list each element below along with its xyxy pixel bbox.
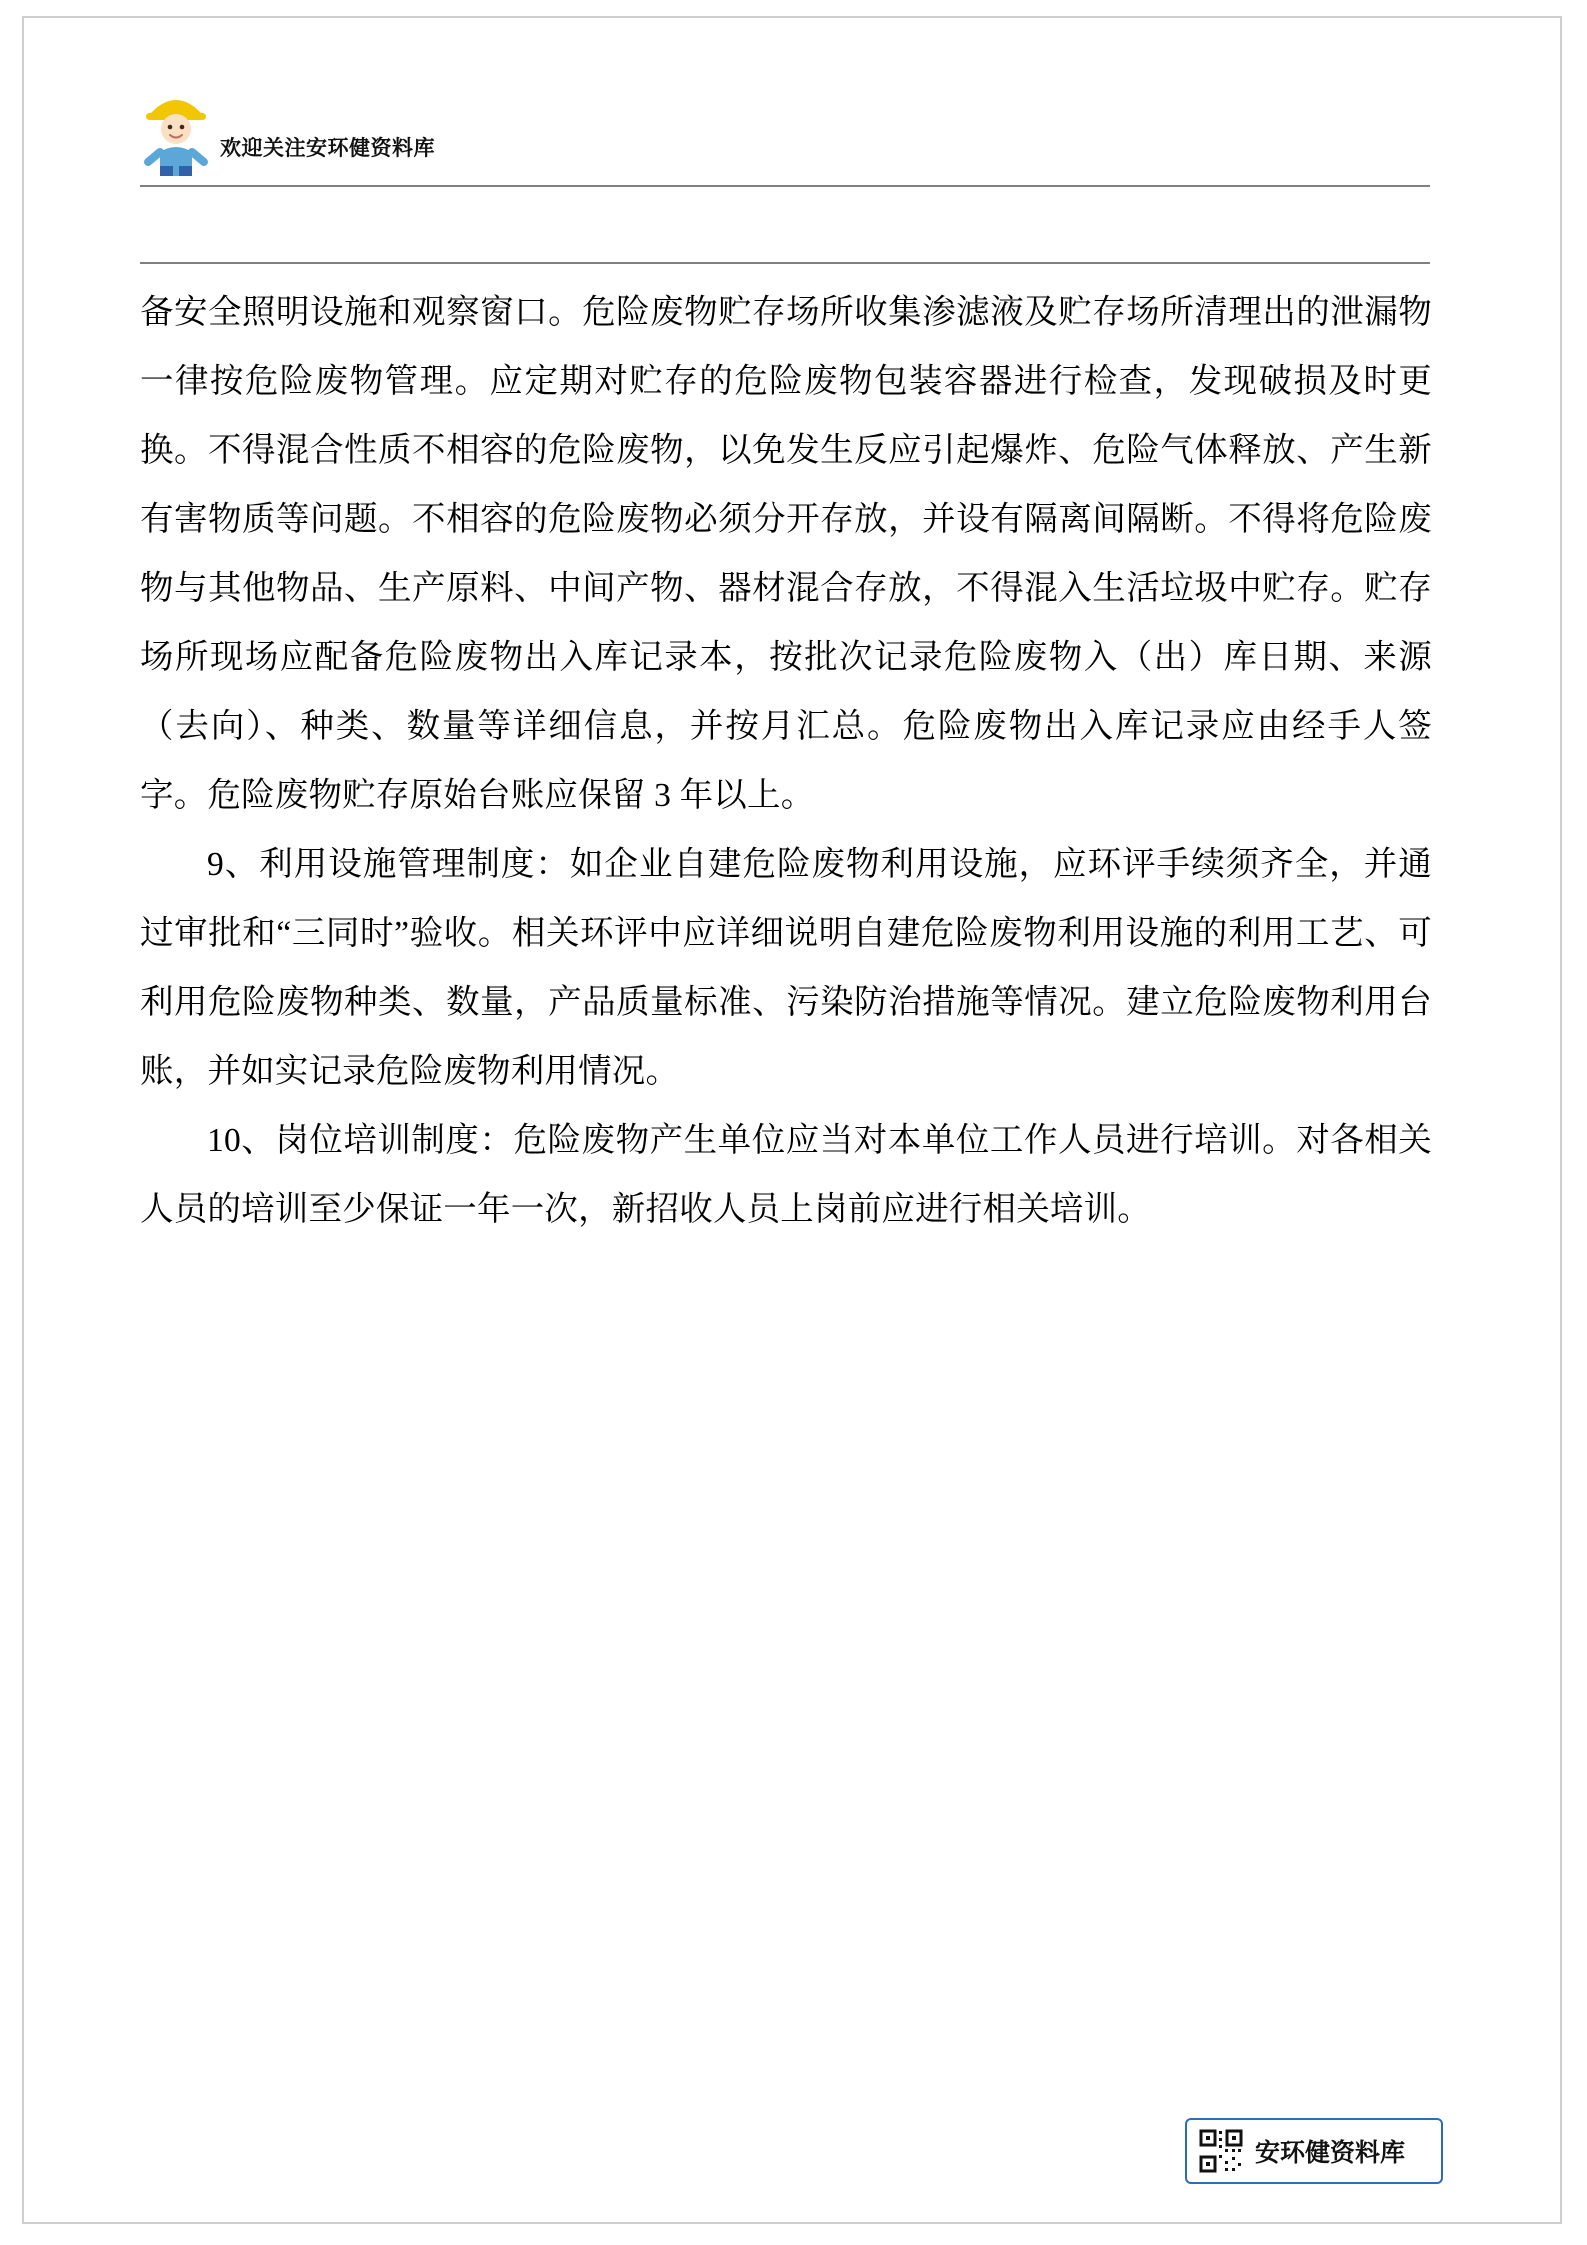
document-body [140, 278, 1432, 1244]
paragraph-storage: 备安全照明设施和观察窗口。危险废物贮存场所收集渗滤液及贮存场所清理出的泄漏物一律按危险废物管理。应定期对贮存的危险废物包装容器进行检查，发现破损及时更换。不得混合性质不相容的危险废物，以免发生反应引起爆炸、危险气体释放、产生新有害物质等问题。不相容的危险废物必须分开存放，并设有隔离间隔断。不得将危险废物与其他物品、生产原料、中间产物、器材混合存放，不得混入生活垃圾中贮存。贮存场所现场应配备危险废物出入库记录本，按批次记录危险废物入（出）库日期、来源（去向）、种类、数量等详细信息，并按月汇总。危险废物出入库记录应由经手人签字。危险废物贮存原始台账应保留 3 年以上。 [140, 294, 1432, 814]
footer-badge-label: 安环健资料库 [1255, 2139, 1406, 2167]
paragraph-item-9: 9、利用设施管理制度：如企业自建危险废物利用设施，应环评手续须齐全，并通过审批和“三同时”验收。相关环评中应详细说明自建危险废物利用设施的利用工艺、可利用危险废物种类、数量，产品质量标准、污染防治措施等情况。建立危险废物利用台账，并如实记录危险废物利用情况。 [140, 846, 1432, 1090]
qr-code-icon [1199, 2129, 1243, 2173]
paragraph-item-10: 10、岗位培训制度：危险废物产生单位应当对本单位工作人员进行培训。对各相关人员的培训至少保证一年一次，新招收人员上岗前应进行相关培训。 [140, 1122, 1432, 1228]
header-title: 欢迎关注安环健资料库 [220, 137, 435, 160]
header-divider [140, 185, 1430, 187]
worker-mascot-icon [140, 80, 212, 176]
content-top-divider [140, 262, 1430, 264]
document-header [140, 80, 1430, 200]
footer-brand-badge[interactable] [1185, 2118, 1443, 2184]
